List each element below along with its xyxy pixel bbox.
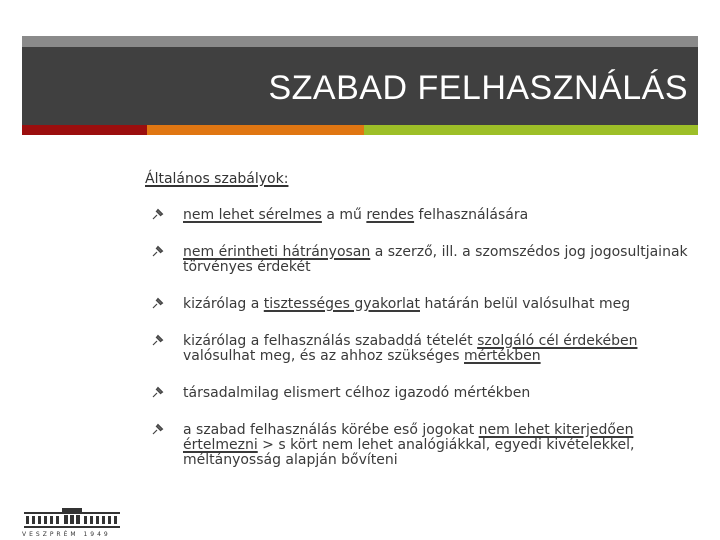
- bullet-item: [150, 208, 690, 223]
- intro-heading: Általános szabályok:: [145, 171, 289, 187]
- bullet-item: [150, 334, 690, 364]
- bullet-underlined: szolgáló cél érdekében: [477, 333, 638, 349]
- slide-title: SZABAD FELHASZNÁLÁS: [268, 69, 688, 107]
- pin-icon: [150, 208, 164, 222]
- bullet-underlined: rendes: [366, 207, 415, 223]
- bullet-underlined: mértékben: [464, 348, 541, 364]
- bullet-underlined: nem lehet sérelmes: [183, 207, 322, 223]
- pin-icon: [150, 423, 164, 437]
- accent-bar-orange: [147, 125, 364, 135]
- pin-icon: [150, 297, 164, 311]
- pin-icon: [150, 245, 164, 259]
- bullet-text: kizárólag a tisztességes gyakorlat határán belül valósulhat meg: [183, 296, 631, 312]
- pin-icon: [150, 386, 164, 400]
- bullet-underlined: nem érintheti hátrányosan: [183, 244, 371, 260]
- bullet-text: a szabad felhasználás körébe eső jogokat nem lehet kiterjedően értelmezni > s kört nem lehet analógiákkal, egyedi kivételekkel, méltányosság alapján bővíteni: [183, 422, 635, 468]
- pin-icon: [150, 334, 164, 348]
- bullet-item: [150, 297, 690, 312]
- bullet-text: kizárólag a felhasználás szabaddá tételét szolgáló cél érdekében valósulhat meg, és az ahhoz szükséges mértékben: [183, 333, 638, 364]
- bullet-item: [150, 245, 690, 275]
- title-top-strip: [22, 36, 698, 47]
- bullet-text: társadalmilag elismert célhoz igazodó mértékben: [183, 385, 531, 401]
- accent-bar-red: [22, 125, 147, 135]
- bullet-underlined: tisztességes gyakorlat: [263, 296, 420, 312]
- bullet-text: nem lehet sérelmes a mű rendes felhasználására: [183, 207, 529, 223]
- logo-caption: VESZPRÉM 1949: [22, 531, 111, 538]
- accent-bar-green: [364, 125, 698, 135]
- bullet-underlined: nem lehet kiterjedően értelmezni: [183, 422, 634, 453]
- bullet-item: [150, 386, 690, 401]
- bullet-text: nem érintheti hátrányosan a szerző, ill. a szomszédos jog jogosultjainak törvényes érdekét: [183, 244, 688, 275]
- bullet-item: [150, 423, 690, 468]
- title-band: [22, 47, 698, 125]
